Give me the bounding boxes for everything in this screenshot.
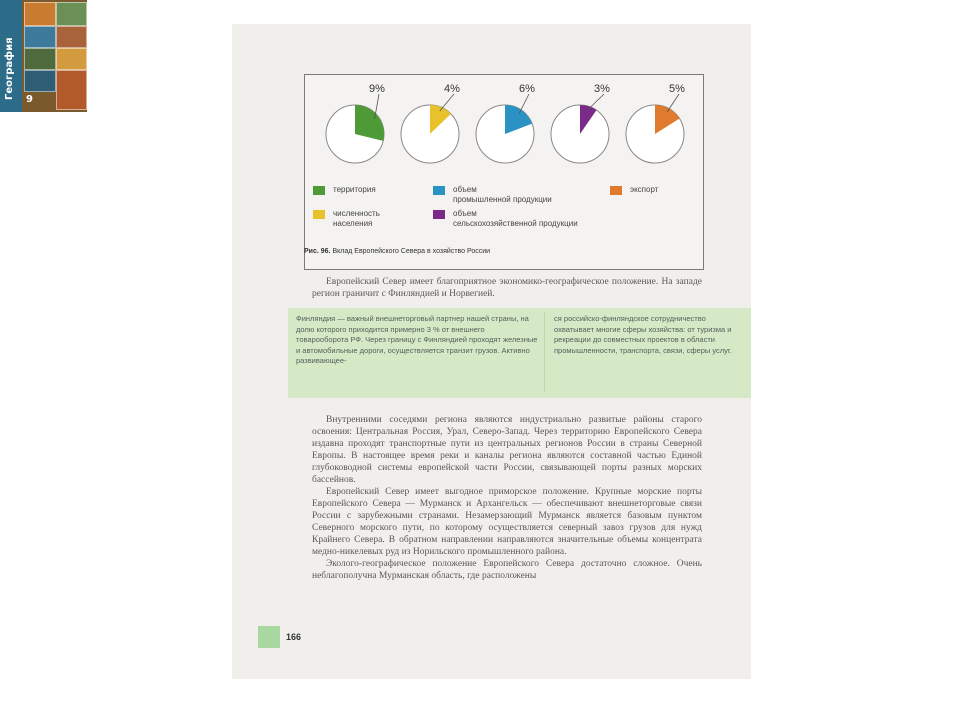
legend-label-4-line-2: сельскохозяйственной продукции <box>453 219 578 228</box>
legend-label-5-line-1: экспорт <box>630 185 659 194</box>
legend-swatch-2 <box>313 210 325 219</box>
textbook-page <box>232 24 751 679</box>
cover-photo-sunset <box>24 2 56 26</box>
cover-photo-desert <box>56 48 87 70</box>
cover-photo-field <box>24 48 56 70</box>
legend-swatch-1 <box>313 186 325 195</box>
legend-label-2-line-2: населения <box>333 219 373 228</box>
pie-value-label-3: 6% <box>519 83 535 95</box>
pie-charts-svg <box>305 75 703 269</box>
cover-photo-city <box>56 26 87 48</box>
legend-label-1-line-1: территория <box>333 185 376 194</box>
main-text <box>312 414 702 582</box>
cover-title: География <box>4 37 15 100</box>
legend-swatch-3 <box>433 186 445 195</box>
pie-leader-line-3 <box>519 94 529 113</box>
pie-chart-figure <box>304 74 704 270</box>
cover-photo-mountains <box>56 70 87 110</box>
pie-leader-line-4 <box>587 94 604 110</box>
pie-value-label-2: 4% <box>444 83 460 95</box>
pie-value-label-4: 3% <box>594 83 610 95</box>
pie-value-label-5: 5% <box>669 83 685 95</box>
figure-caption-text: Вклад Европейского Севера в хозяйство России <box>332 248 491 255</box>
info-box-right-column: ся российско-финляндское сотрудничество охватывает многие сферы хозяйства: от туризма и рекреации до совместных проектов в области промышленности, транспорта, связи, сферы услуг. <box>554 314 732 355</box>
legend-swatch-5 <box>610 186 622 195</box>
page-number: 166 <box>286 632 302 642</box>
legend-label-2-line-1: численность <box>333 209 380 218</box>
cover-photo-sea <box>24 26 56 48</box>
pie-leader-line-5 <box>667 94 679 112</box>
textbook-cover <box>0 0 87 112</box>
pie-leader-line-2 <box>440 94 454 111</box>
figure-caption <box>304 248 490 255</box>
figure-caption-number: Рис. 96. <box>304 248 331 255</box>
legend-label-4-line-1: объем <box>453 209 477 218</box>
legend-swatch-4 <box>433 210 445 219</box>
cover-photo-forest <box>56 2 87 26</box>
info-box-divider <box>544 312 545 392</box>
paragraph-intro <box>312 276 702 300</box>
paragraph-seaports: Европейский Север имеет выгодное приморское положение. Крупные морские порты Европейского Севера — Мурманск и Архангельск — обеспечивают внешнеторговые связи России с зарубежными странами. Незамерзающий Мурманск является базовым пунктом Северного морского пути, по которому осуществляется северный завоз грузов для нужд Крайнего Севера. В обратном направлении направляются значительные объемы концентрата медно-никелевых руд из Норильского промышленного района. <box>312 487 702 557</box>
pie-value-label-1: 9% <box>369 83 385 95</box>
page-number-tab <box>258 626 280 648</box>
paragraph-intro-text: Европейский Север имеет благоприятное экономико-географическое положение. На западе регион граничит с Финляндией и Норвегией. <box>312 277 702 299</box>
legend-label-3-line-2: промышленной продукции <box>453 195 552 204</box>
info-box-left-column: Финляндия — важный внешнеторговый партнер нашей страны, на долю которого приходится примерно 3 % от внешнего товарооборота РФ. Через границу с Финляндией проходят железные и автомобильные дороги, осуществляется транзит грузов. Активно развивающее- <box>296 314 538 365</box>
paragraph-ecology: Эколого-географическое положение Европейского Севера достаточно сложное. Очень неблагополучна Мурманская область, где расположены <box>312 559 702 581</box>
cover-grade: 9 <box>26 94 33 105</box>
info-box-finland <box>288 308 751 398</box>
legend-label-3-line-1: объем <box>453 185 477 194</box>
paragraph-neighbors: Внутренними соседями региона являются индустриально развитые районы старого освоения: Центральная Россия, Урал, Северо-Запад. Через территорию Европейского Севера издавна проходят транспортные пути из центральных регионов России в страны Северной Европы. В настоящее время реки и каналы региона являются составной частью Единой глубоководной системы европейской части России, связывающей порты разных морских бассейнов. <box>312 415 702 485</box>
cover-photo-river <box>24 70 56 92</box>
